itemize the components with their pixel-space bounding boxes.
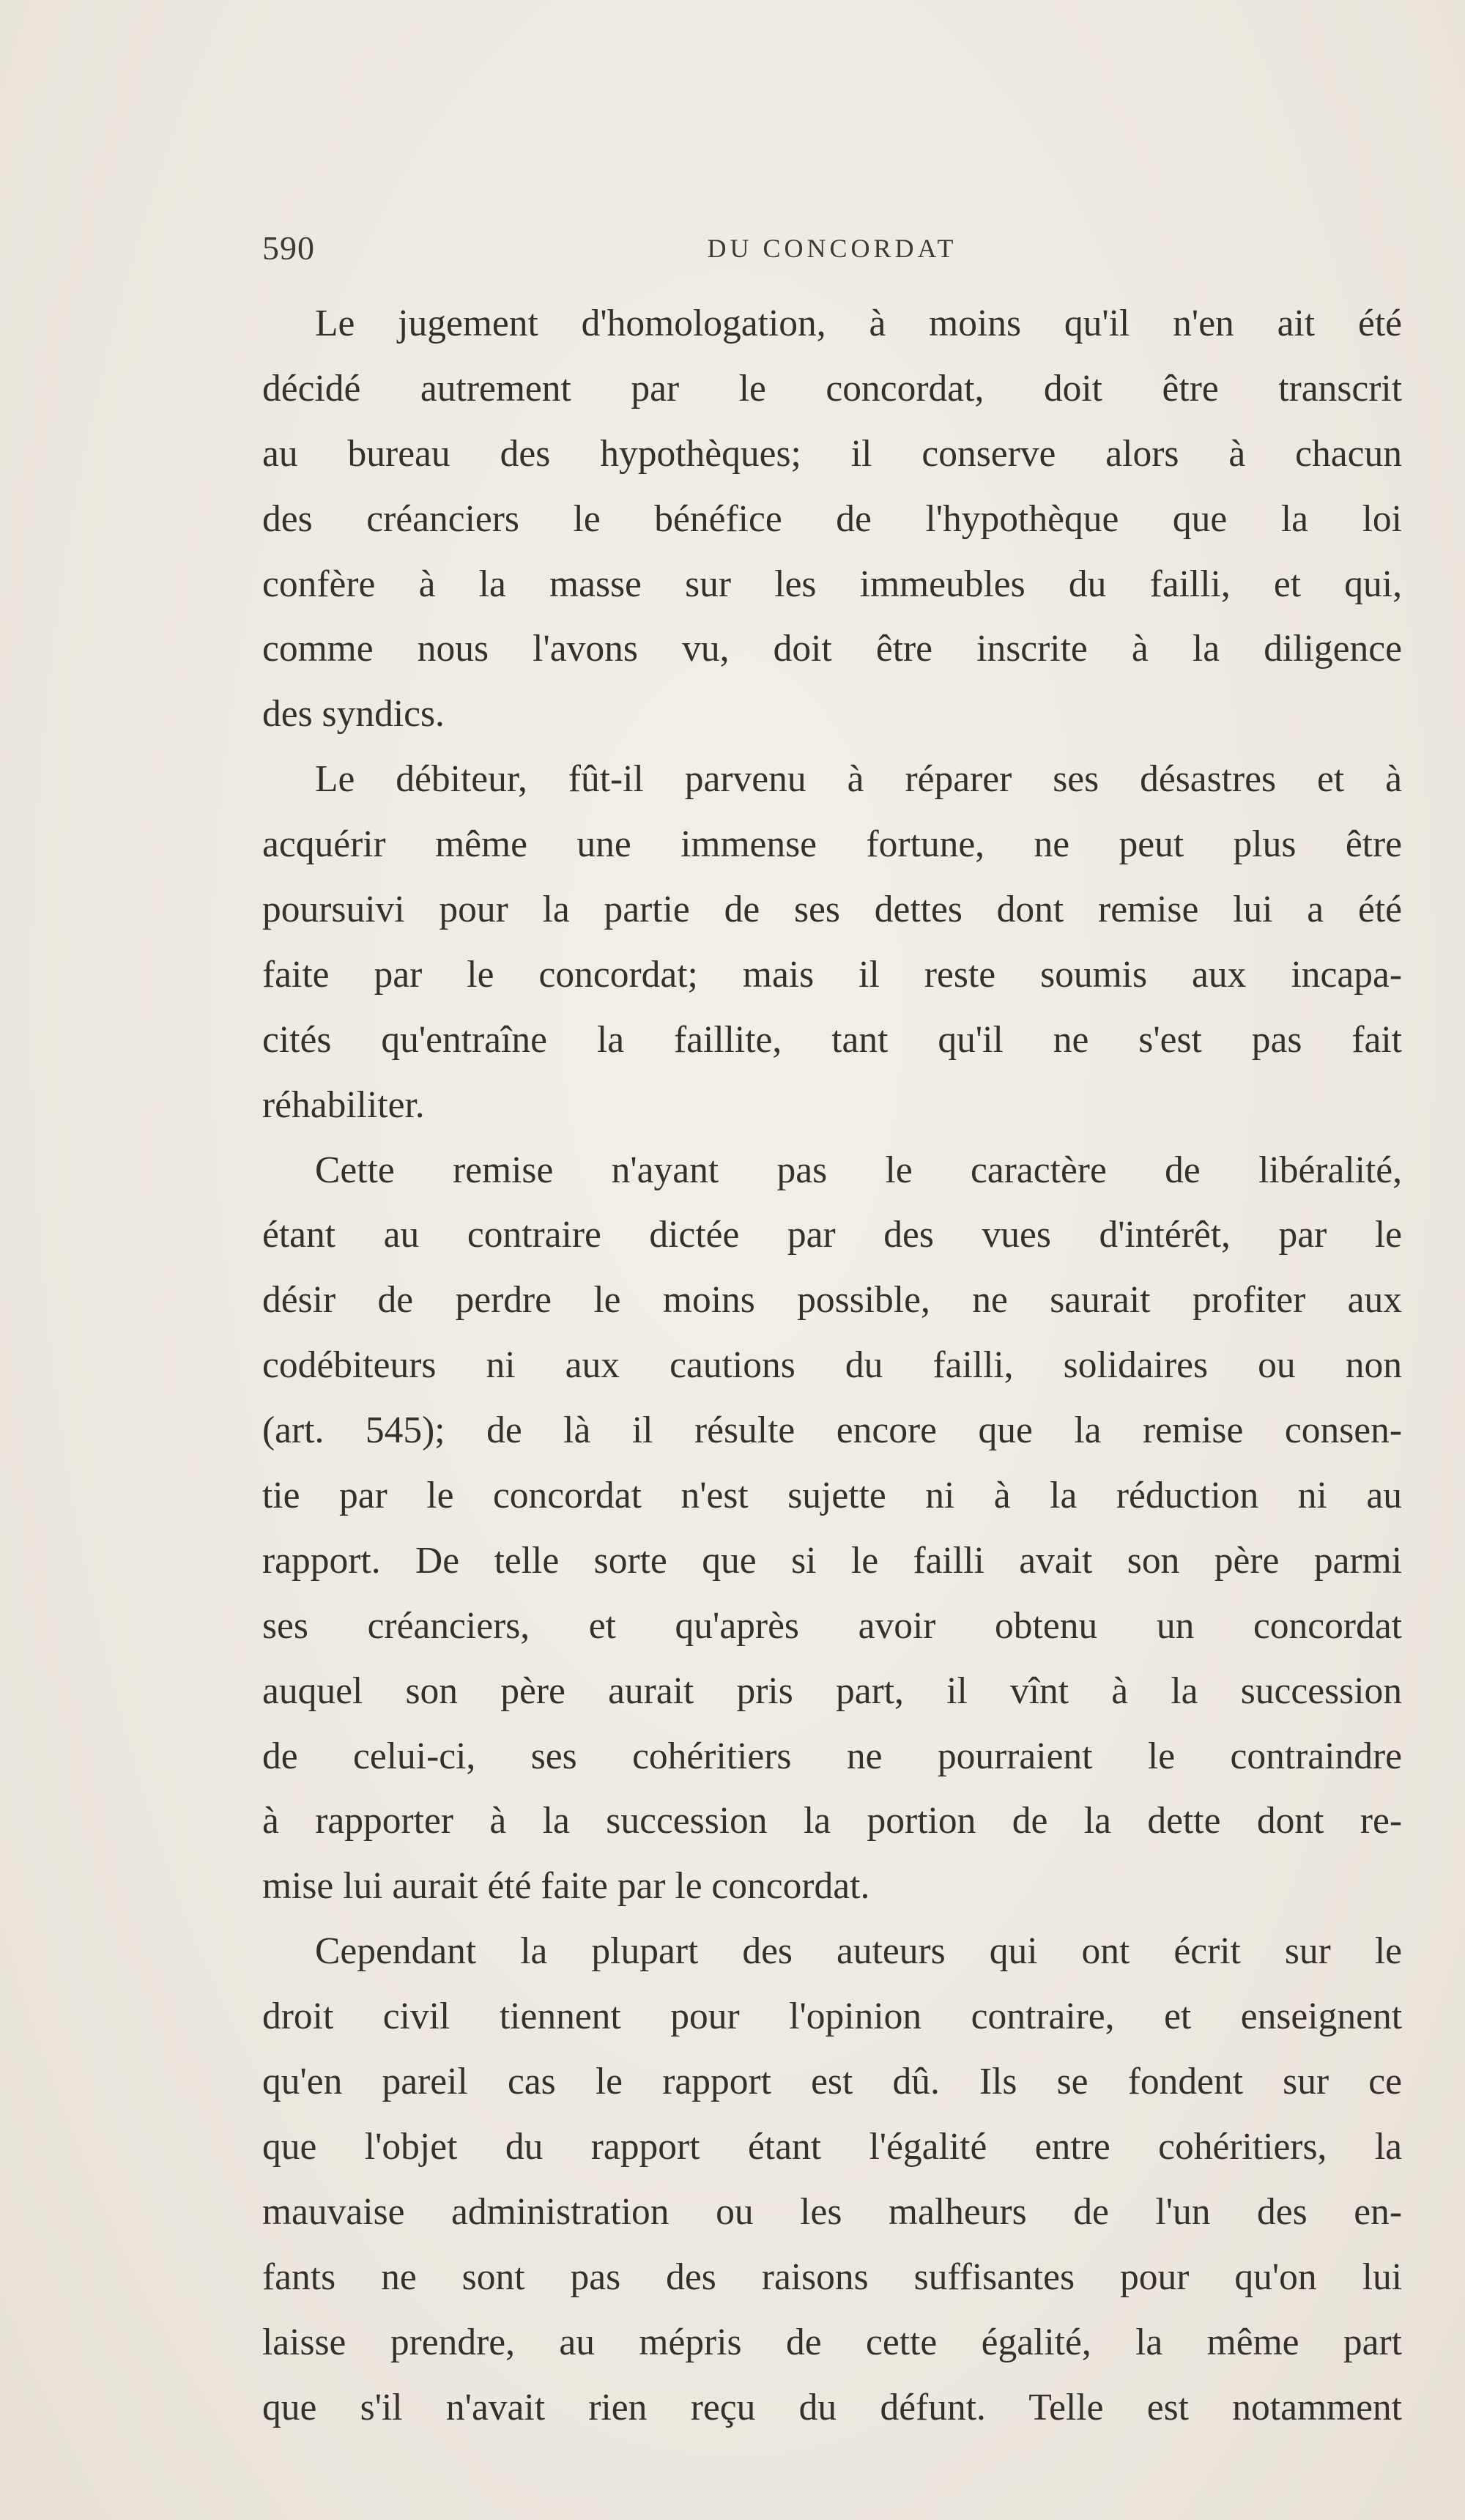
text-line: qu'en pareil cas le rapport est dû. Ils se fondent sur ce bbox=[262, 2061, 1402, 2103]
text-line: au bureau des hypothèques; il conserve alors à chacun bbox=[262, 432, 1402, 475]
text-line: confère à la masse sur les immeubles du failli, et qui, bbox=[262, 563, 1402, 605]
text-line: désir de perdre le moins possible, ne saurait profiter aux bbox=[262, 1279, 1402, 1322]
text-line: Le jugement d'homologation, à moins qu'il n'en ait été bbox=[315, 303, 1402, 344]
text-line: droit civil tiennent pour l'opinion contraire, et enseignent bbox=[262, 1995, 1402, 2038]
page-header bbox=[262, 229, 1402, 273]
text-line: que l'objet du rapport étant l'égalité entre cohéritiers, la bbox=[262, 2125, 1402, 2168]
text-line: tie par le concordat n'est sujette ni à la réduction ni au bbox=[262, 1475, 1402, 1517]
text-line: rapport. De telle sorte que si le failli avait son père parmi bbox=[262, 1539, 1402, 1582]
text-line: des syndics. bbox=[262, 693, 445, 735]
text-line: que s'il n'avait rien reçu du défunt. Telle est notamment bbox=[262, 2386, 1402, 2428]
text-line: Cette remise n'ayant pas le caractère de libéralité, bbox=[315, 1149, 1402, 1191]
text-line: fants ne sont pas des raisons suffisantes pour qu'on lui bbox=[262, 2256, 1402, 2298]
page-number: 590 bbox=[262, 229, 315, 267]
text-line: mise lui aurait été faite par le concordat. bbox=[262, 1865, 870, 1908]
text-line: réhabiliter. bbox=[262, 1083, 425, 1126]
text-line: (art. 545); de là il résulte encore que la remise consen- bbox=[262, 1409, 1402, 1452]
text-line: Le débiteur, fût-il parvenu à réparer ses désastres et à bbox=[315, 758, 1402, 801]
text-line: cités qu'entraîne la faillite, tant qu'il ne s'est pas fait bbox=[262, 1018, 1402, 1061]
text-line: acquérir même une immense fortune, ne peut plus être bbox=[262, 823, 1402, 866]
text-line: de celui-ci, ses cohéritiers ne pourraient le contraindre bbox=[262, 1735, 1402, 1777]
text-line: poursuivi pour la partie de ses dettes dont remise lui a été bbox=[262, 889, 1402, 931]
running-head: DU CONCORDAT bbox=[707, 234, 957, 263]
text-line: ses créanciers, et qu'après avoir obtenu un concordat bbox=[262, 1604, 1402, 1647]
text-line: mauvaise administration ou les malheurs de l'un des en- bbox=[262, 2190, 1402, 2233]
text-line: des créanciers le bénéfice de l'hypothèque que la loi bbox=[262, 497, 1402, 540]
text-line: décidé autrement par le concordat, doit être transcrit bbox=[262, 367, 1402, 410]
text-line: faite par le concordat; mais il reste soumis aux incapa- bbox=[262, 953, 1402, 996]
text-line: laisse prendre, au mépris de cette égalité, la même part bbox=[262, 2321, 1402, 2363]
text-line: codébiteurs ni aux cautions du failli, solidaires ou non bbox=[262, 1344, 1402, 1387]
text-line: étant au contraire dictée par des vues d'intérêt, par le bbox=[262, 1214, 1402, 1256]
body-text bbox=[262, 292, 1402, 2440]
text-line: comme nous l'avons vu, doit être inscrite à la diligence bbox=[262, 628, 1402, 670]
text-line: auquel son père aurait pris part, il vînt à la succession bbox=[262, 1670, 1402, 1712]
text-line: à rapporter à la succession la portion de la dette dont re- bbox=[262, 1800, 1402, 1842]
text-line: Cependant la plupart des auteurs qui ont écrit sur le bbox=[315, 1930, 1402, 1973]
